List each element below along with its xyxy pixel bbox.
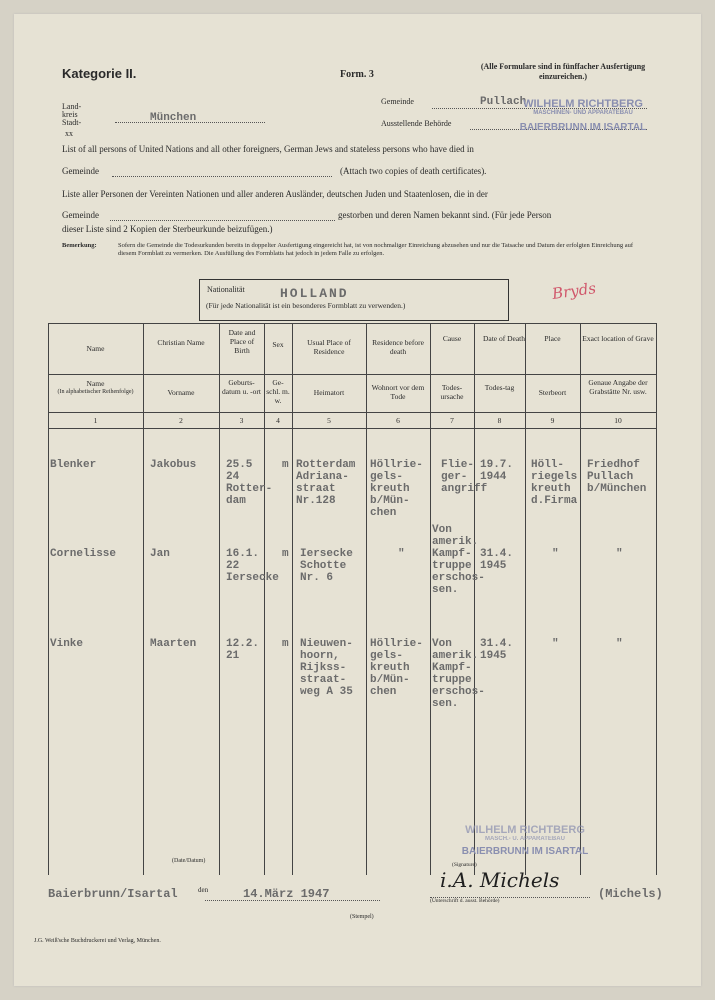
behoerde-label: Ausstellende Behörde: [381, 119, 452, 128]
col-number-6: 6: [396, 416, 400, 425]
signature: i.A. Michels: [440, 868, 560, 892]
col-number-2: 2: [179, 416, 183, 425]
intro-english: List of all persons of United Nations and all other foreigners, German Jews and stateless persons who have died in: [62, 144, 474, 154]
category-title: Kategorie II.: [62, 66, 137, 81]
intro-german-2: gestorben und deren Namen bekannt sind. (Für jede Person: [338, 210, 552, 220]
row1-ursache: Flie- ger- angriff: [441, 459, 488, 495]
signer-name: (Michels): [598, 887, 663, 901]
xx-mark: xx: [65, 129, 73, 138]
col-number-7: 7: [450, 416, 454, 425]
row1-vorname: Jakobus: [150, 459, 197, 471]
row1-name: Blenker: [50, 459, 97, 471]
row3-vorname: Maarten: [150, 638, 197, 650]
document-date: 14.März 1947: [243, 887, 330, 901]
form-note: (Alle Formulare sind in fünffacher Ausfertigung einzureichen.): [480, 62, 646, 81]
bemerkung-text: Sofern die Gemeinde die Todesurkunden bereits in doppelter Ausfertigung eingereicht hat, ist von nochmaliger Einreichung abzusehen und nur die Tatsache und Datum der erfolgten Einreichung auf diesem Formblatt zu vermerken. Die Ausfüllung des Formblatts hat jedoch in jedem Falle zu erfolgen.: [118, 242, 634, 257]
col-header-de-9: Sterbeort: [538, 388, 567, 397]
col-header-en-5: Usual Place of Residence: [307, 338, 351, 356]
row1-sex: m: [282, 459, 289, 471]
form-number: Form. 3: [340, 69, 374, 80]
row2-geburt: 16.1. 22 Iersecke: [226, 548, 279, 584]
row1-wohnort: Höllrie- gels- kreuth b/Mün- chen: [370, 459, 423, 519]
row2-sex: m: [282, 548, 289, 560]
den-label: den: [198, 886, 209, 894]
col-header-de-1: Name: [86, 379, 105, 388]
row2-name: Cornelisse: [50, 548, 117, 560]
table-body-divider: [48, 428, 656, 429]
gemeinde-label: Gemeinde: [381, 97, 414, 106]
col-header-de-10: Genaue Angabe der Grabstätte Nr. usw.: [588, 378, 648, 396]
col-number-8: 8: [497, 416, 502, 425]
col-number-10: 10: [614, 416, 622, 425]
row2-tag: 31.4. 1945: [480, 548, 514, 572]
intro-attach: (Attach two copies of death certificates).: [340, 166, 487, 176]
printer-imprint: J.G. Weiß'sche Buchdruckerei und Verlag, München.: [34, 938, 161, 944]
col-header-de-2: Vorname: [167, 388, 195, 397]
landkreis-value: München: [150, 112, 197, 124]
col-header-de-5: Heimatort: [313, 388, 345, 397]
intro-german-gemeinde: Gemeinde: [62, 210, 99, 220]
table-top-border: [48, 323, 656, 324]
col-number-9: 9: [550, 416, 555, 425]
col-header-en-10: Exact location of Grave: [582, 334, 654, 343]
place-date: Baierbrunn/Isartal: [48, 887, 178, 901]
col-header-en-7: Cause: [442, 334, 462, 343]
row2-heimat: Iersecke Schotte Nr. 6: [300, 548, 353, 584]
col-header-en-8: Date of Death: [482, 334, 526, 343]
row2-ursache: Von amerik. Kampf- truppe erschos- sen.: [432, 524, 485, 596]
stamp-label: (Stempel): [350, 914, 374, 920]
row3-ursache: Von amerik. Kampf- truppe erschos- sen.: [432, 638, 485, 710]
row3-ort: ": [552, 638, 559, 650]
signature-label: (Unterschrift d. ausst. Behörde): [430, 898, 500, 904]
row1-grab: Friedhof Pullach b/München: [587, 459, 647, 495]
bemerkung-label: Bemerkung:: [62, 242, 97, 249]
col-header-de-6: Wohnort vor dem Tode: [371, 383, 425, 401]
intro-german-3: dieser Liste sind 2 Kopien der Sterbeurkunde beizufügen.): [62, 224, 273, 234]
row3-sex: m: [282, 638, 289, 650]
row2-grab: ": [616, 548, 623, 560]
signature-label-en: (Signature): [452, 862, 477, 868]
col-header-de-3: Geburts-datum u. -ort: [222, 378, 261, 396]
row1-ort: Höll- riegels kreuth d.Firma: [531, 459, 578, 507]
row2-vorname: Jan: [150, 548, 170, 560]
nationality-note: (Für jede Nationalität ist ein besonderes Formblatt zu verwenden.): [206, 301, 406, 310]
landkreis-label: Land- kreis Stadt-: [62, 102, 82, 127]
col-header-en-1: Name: [86, 344, 105, 353]
nationality-value: HOLLAND: [280, 286, 349, 301]
row2-ort: ": [552, 548, 559, 560]
col-number-5: 5: [327, 416, 331, 425]
nationality-label: Nationalität: [207, 285, 245, 294]
col-header-en-9: Place: [544, 334, 561, 343]
row1-geburt: 25.5 24 Rotter- dam: [226, 459, 273, 507]
row3-name: Vinke: [50, 638, 84, 650]
table-header-divider: [48, 374, 656, 375]
col-header-en-4: Sex: [272, 340, 284, 349]
company-stamp-top: WILHELM RICHTBERG MASCHINEN- UND APPARATEBAU BAIERBRUNN IM ISARTAL: [519, 98, 647, 133]
row3-tag: 31.4. 1945: [480, 638, 514, 662]
col-header-en-2: Christian Name: [157, 338, 205, 347]
row3-geburt: 12.2. 21: [226, 638, 260, 662]
col-header-de-7: Todes-ursache: [440, 383, 464, 401]
row1-heimat: Rotterdam Adriana- straat Nr.128: [296, 459, 356, 507]
col-number-3: 3: [239, 416, 244, 425]
company-stamp-bottom: WILHELM RICHTBERG MASCH.- U. APPARATEBAU BAIERBRUNN IM ISARTAL: [461, 824, 589, 857]
intro-gemeinde: Gemeinde: [62, 166, 99, 176]
row3-wohnort: Höllrie- gels- kreuth b/Mün- chen: [370, 638, 423, 698]
col-header-de-4: Ge-schl. m. w.: [266, 378, 290, 405]
row2-wohnort: ": [398, 548, 405, 560]
row3-heimat: Nieuwen- hoorn, Rijkss- straat- weg A 35: [300, 638, 353, 698]
col-header-de-1-note: (In alphabetischer Reihenfolge): [57, 389, 134, 395]
col-number-4: 4: [276, 416, 280, 425]
table-number-divider: [48, 412, 656, 413]
intro-german-1: Liste aller Personen der Vereinten Nationen und aller anderen Ausländer, deutschen Juden und Staatenlosen, die in der: [62, 189, 488, 199]
date-label: (Date/Datum): [172, 858, 206, 864]
nationality-box: [199, 279, 509, 321]
row3-grab: ": [616, 638, 623, 650]
row1-tag: 19.7. 1944: [480, 459, 514, 483]
col-header-en-3: Date and Place of Birth: [228, 328, 256, 355]
col-header-en-6: Residence before death: [372, 338, 424, 356]
col-number-1: 1: [93, 416, 98, 425]
gemeinde-value: Pullach: [480, 96, 527, 108]
red-pencil-note: Bryds: [550, 279, 598, 303]
col-header-de-8: Todes-tag: [484, 383, 515, 392]
